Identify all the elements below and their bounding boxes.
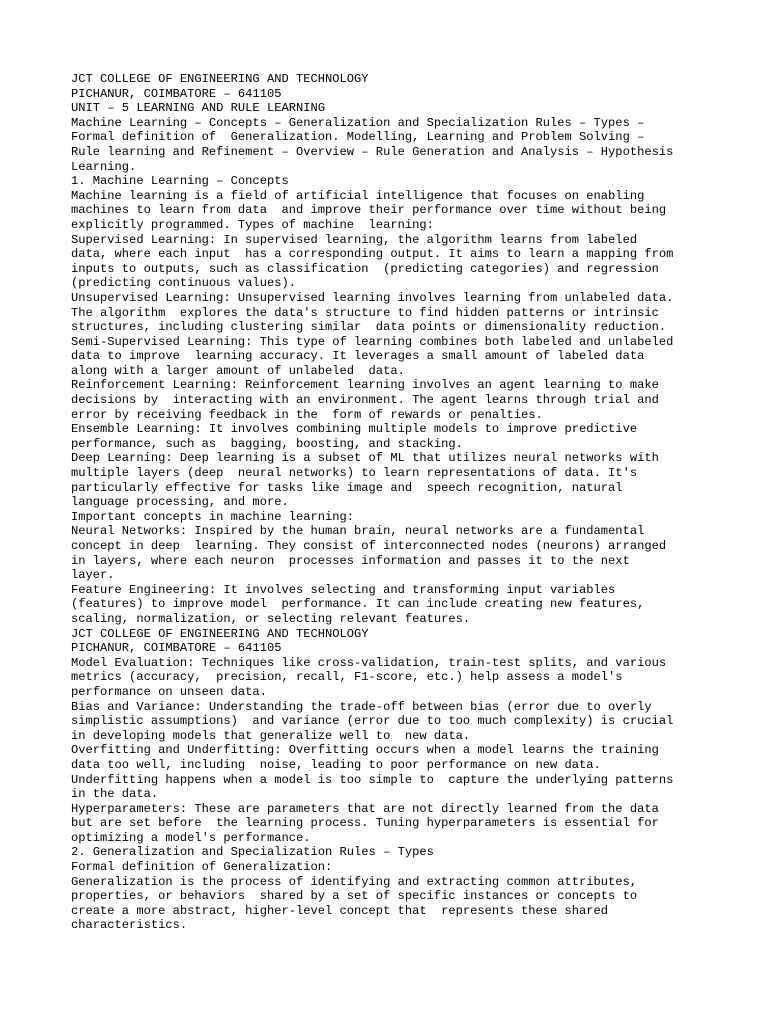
text-line: data to improve learning accuracy. It leverages a small amount of labeled data — [71, 349, 645, 364]
text-line: Machine Learning – Concepts – Generalization and Specialization Rules – Types – — [71, 115, 645, 130]
text-line: optimizing a model's performance. — [71, 830, 311, 845]
text-line: Bias and Variance: Understanding the trade-off between bias (error due to overly — [71, 699, 652, 714]
text-line: Hyperparameters: These are parameters that are not directly learned from the data — [71, 801, 659, 816]
text-line: characteristics. — [71, 918, 188, 933]
text-line: 2. Generalization and Specialization Rules – Types — [71, 845, 434, 860]
text-line: PICHANUR, COIMBATORE – 641105 — [71, 641, 282, 656]
text-line: Learning. — [71, 159, 137, 174]
text-line: concept in deep learning. They consist of interconnected nodes (neurons) arranged — [71, 539, 667, 553]
text-line: data, where each input has a corresponding output. It aims to learn a mapping from — [71, 247, 674, 262]
text-line: language processing, and more. — [71, 495, 289, 510]
text-line: inputs to outputs, such as classification (predicting categories) and regression — [71, 261, 659, 276]
text-line: PICHANUR, COIMBATORE – 641105 — [71, 86, 282, 101]
text-line: (predicting continuous values). — [71, 276, 296, 291]
text-line: The algorithm explores the data's structure to find hidden patterns or intrinsic — [71, 305, 659, 320]
text-line: Underfitting happens when a model is too simple to capture the underlying patterns — [71, 772, 674, 787]
text-line: scaling, normalization, or selecting relevant features. — [71, 611, 471, 626]
text-line: in developing models that generalize well to new data. — [71, 728, 471, 743]
text-line: JCT COLLEGE OF ENGINEERING AND TECHNOLOGY — [71, 72, 369, 86]
text-line: Neural Networks: Inspired by the human brain, neural networks are a fundamental — [71, 524, 645, 539]
document-page — [71, 72, 761, 933]
text-line: Important concepts in machine learning: — [71, 509, 355, 524]
text-line: data too well, including noise, leading to poor performance on new data. — [71, 757, 601, 772]
text-line: Deep Learning: Deep learning is a subset of ML that utilizes neural networks with — [71, 451, 659, 466]
text-line: performance on unseen data. — [71, 684, 267, 699]
text-line: Model Evaluation: Techniques like cross-validation, train-test splits, and various — [71, 655, 667, 670]
text-line: simplistic assumptions) and variance (error due to too much complexity) is crucial — [71, 714, 674, 729]
text-line: structures, including clustering similar data points or dimensionality reduction. — [71, 320, 667, 335]
text-line: performance, such as bagging, boosting, and stacking. — [71, 436, 463, 451]
text-line: Feature Engineering: It involves selecting and transforming input variables — [71, 582, 616, 597]
text-line: Generalization is the process of identifying and extracting common attributes, — [71, 874, 638, 889]
text-line: Machine learning is a field of artificial intelligence that focuses on enabling — [71, 188, 645, 203]
text-line: machines to learn from data and improve their performance over time without being — [71, 203, 667, 218]
text-line: error by receiving feedback in the form of rewards or penalties. — [71, 407, 543, 422]
text-line: metrics (accuracy, precision, recall, F1-score, etc.) help assess a model's — [71, 670, 623, 685]
text-line: Formal definition of Generalization: — [71, 860, 333, 875]
text-line: create a more abstract, higher-level concept that represents these shared — [71, 903, 609, 918]
text-line: in layers, where each neuron processes information and passes it to the next — [71, 553, 630, 568]
text-line: 1. Machine Learning – Concepts — [71, 174, 289, 189]
text-line: layer. — [71, 568, 115, 583]
text-line: (features) to improve model performance. It can include creating new features, — [71, 597, 645, 612]
text-line: Reinforcement Learning: Reinforcement learning involves an agent learning to make — [71, 378, 659, 393]
text-line: Ensemble Learning: It involves combining multiple models to improve predictive — [71, 422, 638, 437]
text-line: explicitly programmed. Types of machine learning: — [71, 217, 434, 232]
text-line: Unsupervised Learning: Unsupervised learning involves learning from unlabeled data. — [71, 290, 674, 305]
text-line: JCT COLLEGE OF ENGINEERING AND TECHNOLOGY — [71, 626, 369, 641]
text-line: Formal definition of Generalization. Modelling, Learning and Problem Solving – — [71, 130, 645, 145]
text-line: properties, or behaviors shared by a set of specific instances or concepts to — [71, 889, 638, 904]
text-line: Overfitting and Underfitting: Overfitting occurs when a model learns the training — [71, 743, 659, 758]
text-line: Supervised Learning: In supervised learning, the algorithm learns from labeled — [71, 232, 638, 247]
text-line: in the data. — [71, 787, 159, 802]
text-line: Rule learning and Refinement – Overview – Rule Generation and Analysis – Hypothesis — [71, 144, 674, 159]
text-line: but are set before the learning process. Tuning hyperparameters is essential for — [71, 816, 659, 831]
text-line: UNIT – 5 LEARNING AND RULE LEARNING — [71, 101, 326, 116]
text-line: Semi-Supervised Learning: This type of learning combines both labeled and unlabeled — [71, 334, 674, 349]
text-line: multiple layers (deep neural networks) to learn representations of data. It's — [71, 466, 638, 481]
text-line: particularly effective for tasks like image and speech recognition, natural — [71, 480, 623, 495]
text-line: decisions by interacting with an environment. The agent learns through trial and — [71, 393, 659, 408]
text-line: along with a larger amount of unlabeled data. — [71, 363, 405, 378]
